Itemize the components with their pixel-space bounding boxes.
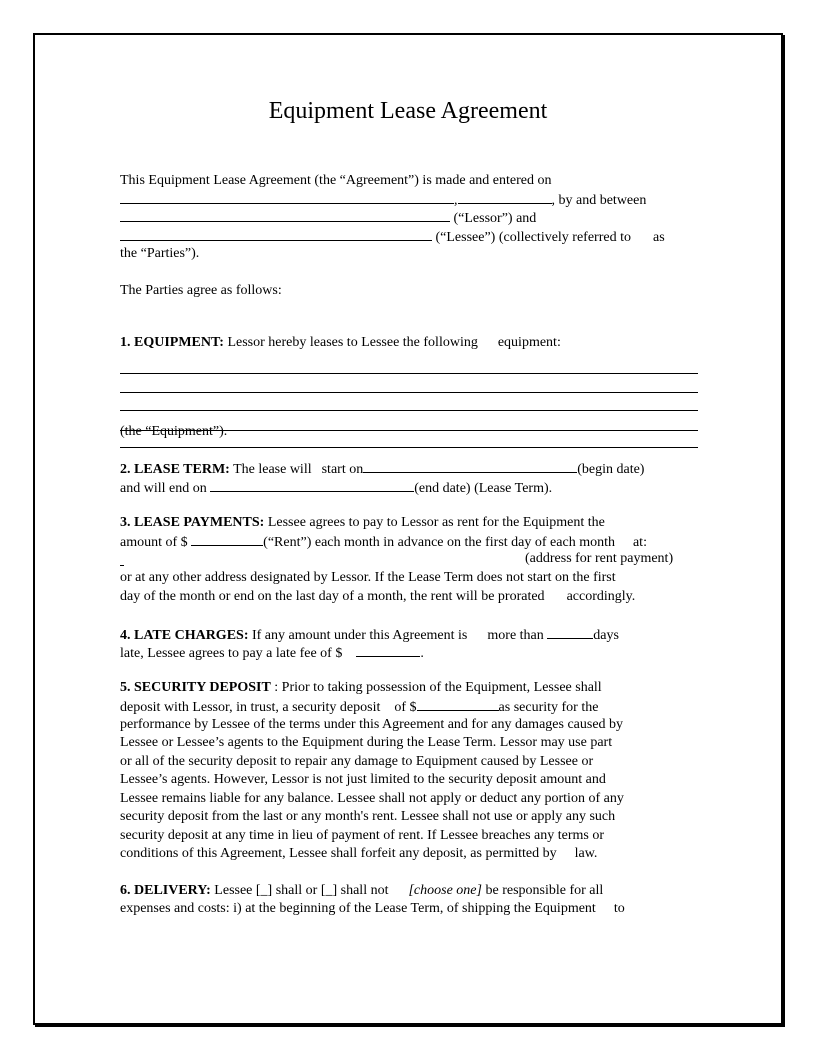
document-title: Equipment Lease Agreement bbox=[268, 98, 548, 124]
section-5-line-2: deposit with Lessor, in trust, a security deposit of $ as security for the bbox=[120, 697, 598, 717]
section-5-line-10: conditions of this Agreement, Lessee shall forfeit any deposit, as permitted by law. bbox=[120, 846, 598, 861]
section-2-heading: 2. LEASE TERM: bbox=[120, 462, 230, 477]
intro-line-3: (“Lessor”) and bbox=[120, 208, 536, 228]
equipment-line-5[interactable] bbox=[120, 447, 698, 448]
section-5-line-3: performance by Lessee of the terms under this Agreement and for any damages caused by bbox=[120, 717, 624, 732]
intro-line-4: (“Lessee”) (collectively referred to as bbox=[120, 227, 665, 247]
section-2-line-2: and will end on (end date) (Lease Term). bbox=[120, 478, 552, 498]
section-5-line-4: Lessee or Lessee’s agents to the Equipment during the Lease Term. Lessor may use part bbox=[120, 735, 613, 750]
lessor-name-blank[interactable] bbox=[120, 208, 450, 222]
lessee-name-blank[interactable] bbox=[120, 227, 432, 241]
section-3-line-3: (address for rent payment) bbox=[525, 551, 674, 566]
begin-date-blank[interactable] bbox=[363, 459, 577, 473]
agree-text: The Parties agree as follows: bbox=[120, 283, 282, 298]
section-6-heading: 6. DELIVERY: bbox=[120, 883, 211, 898]
deposit-amount-blank[interactable] bbox=[417, 697, 499, 711]
section-5-line-5: or all of the security deposit to repair any damage to Equipment caused by Lessee or bbox=[120, 754, 594, 769]
end-date-blank[interactable] bbox=[210, 478, 414, 492]
date-blank[interactable] bbox=[120, 190, 454, 204]
equipment-footer: (the “Equipment”). bbox=[120, 424, 228, 439]
section-3-line-2: amount of $ (“Rent”) each month in advance on the first day of each month at: bbox=[120, 532, 647, 552]
year-blank[interactable] bbox=[458, 190, 552, 204]
section-3-line-4: or at any other address designated by Lessor. If the Lease Term does not start on the first bbox=[120, 570, 616, 585]
choose-one-note: [choose one] bbox=[408, 883, 482, 898]
equipment-line-4[interactable] bbox=[120, 430, 698, 431]
section-5-line-1: 5. SECURITY DEPOSIT : Prior to taking possession of the Equipment, Lessee shall bbox=[120, 680, 602, 695]
address-blank[interactable] bbox=[120, 565, 124, 566]
section-3-line-5: day of the month or end on the last day of a month, the rent will be prorated accordingly. bbox=[120, 589, 636, 604]
section-5-heading: 5. SECURITY DEPOSIT bbox=[120, 680, 271, 695]
equipment-line-3[interactable] bbox=[120, 410, 698, 411]
section-4-line-1: 4. LATE CHARGES: If any amount under this Agreement is more than days bbox=[120, 625, 619, 645]
section-4-heading: 4. LATE CHARGES: bbox=[120, 628, 249, 643]
section-5-line-6: Lessee’s agents. However, Lessor is not just limited to the security deposit amount and bbox=[120, 772, 606, 787]
section-6-line-2: expenses and costs: i) at the beginning of the Lease Term, of shipping the Equipment to bbox=[120, 901, 625, 916]
intro-line-5: the “Parties”). bbox=[120, 246, 200, 261]
equipment-line-2[interactable] bbox=[120, 392, 698, 393]
section-5-line-9: security deposit at any time in lieu of payment of rent. If Lessee breaches any terms or bbox=[120, 828, 604, 843]
intro-line-2: , , by and between bbox=[120, 190, 646, 210]
days-blank[interactable] bbox=[547, 625, 593, 639]
section-3-line-1: 3. LEASE PAYMENTS: Lessee agrees to pay to Lessor as rent for the Equipment the bbox=[120, 515, 605, 530]
section-6-line-1: 6. DELIVERY: Lessee [_] shall or [_] shall not [choose one] be responsible for all bbox=[120, 883, 604, 898]
equipment-line-1[interactable] bbox=[120, 373, 698, 374]
late-fee-blank[interactable] bbox=[356, 643, 420, 657]
section-2-line-1: 2. LEASE TERM: The lease will start on (begin date) bbox=[120, 459, 644, 479]
section-3-heading: 3. LEASE PAYMENTS: bbox=[120, 515, 265, 530]
section-5-line-8: security deposit from the last or any month's rent. Lessee shall not use or apply any such bbox=[120, 809, 616, 824]
rent-amount-blank[interactable] bbox=[191, 532, 263, 546]
section-4-line-2: late, Lessee agrees to pay a late fee of $ . bbox=[120, 643, 424, 663]
section-1-heading: 1. EQUIPMENT: bbox=[120, 335, 224, 350]
section-1-line: 1. EQUIPMENT: Lessor hereby leases to Lessee the following equipment: bbox=[120, 335, 561, 350]
intro-line-1: This Equipment Lease Agreement (the “Agreement”) is made and entered on bbox=[120, 173, 552, 188]
section-5-line-7: Lessee remains liable for any balance. Lessee shall not apply or deduct any portion of any bbox=[120, 791, 624, 806]
